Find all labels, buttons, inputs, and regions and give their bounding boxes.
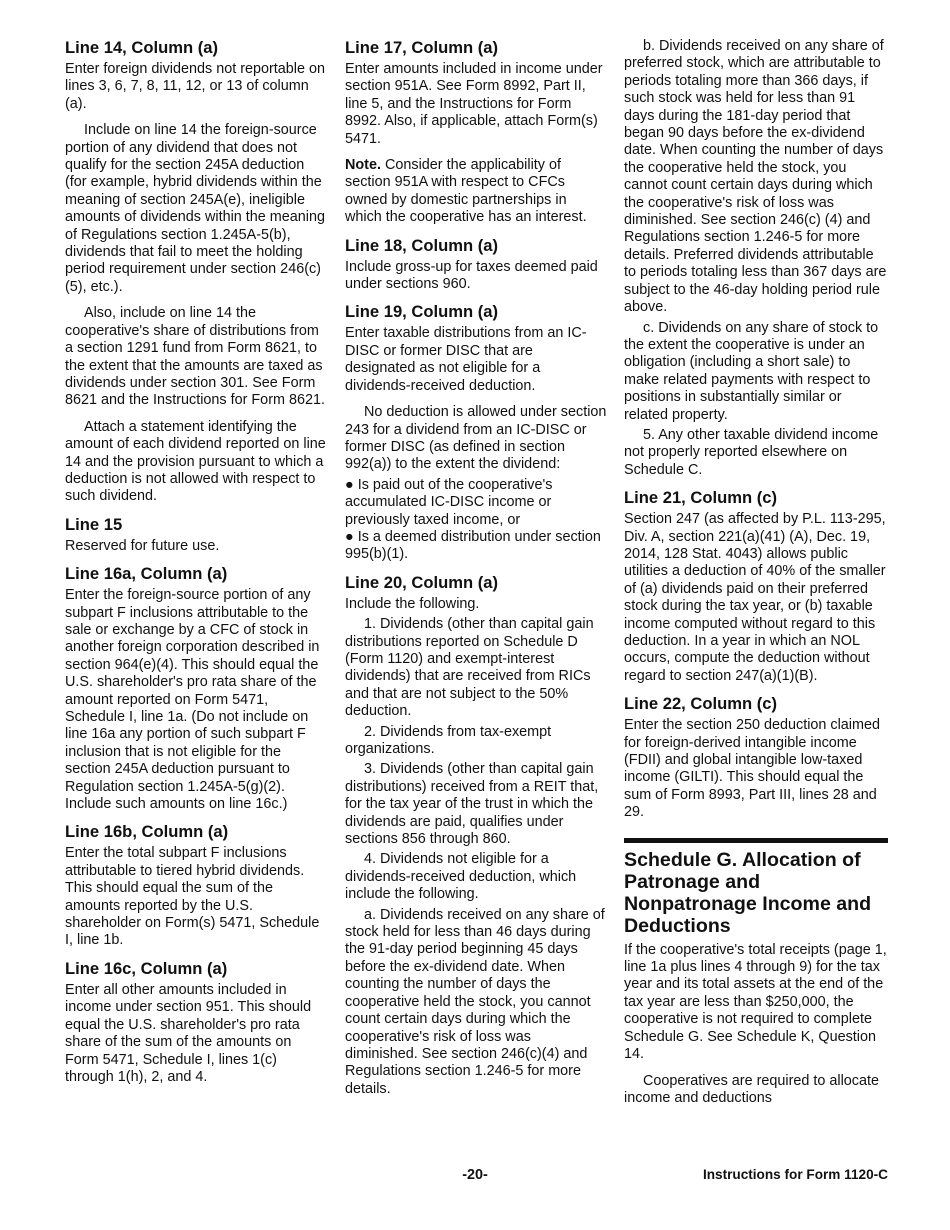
line-22-paragraph: Enter the section 250 deduction claimed for foreign-derived intangible income (FDII) and global intangible low-taxed income (GILTI). This should equal the sum of Form 8993, Part III, lines 28 and 29. bbox=[624, 717, 880, 821]
line-19-bullet-2-text: Is a deemed distribution under section 995(b)(1). bbox=[345, 528, 601, 563]
bullet-icon: ● bbox=[345, 476, 358, 493]
line-15-paragraph: Reserved for future use. bbox=[65, 537, 220, 554]
line-20-item-2: 2. Dividends from tax-exempt organizations. bbox=[345, 723, 552, 757]
line-16b-paragraph: Enter the total subpart F inclusions attributable to tiered hybrid dividends. This should equal the sum of the amounts reported by the U.S. shareholder on Form(s) 5471, Schedule I, line 1b. bbox=[65, 845, 320, 949]
line-20-item-4b: b. Dividends received on any share of preferred stock, which are attributable to periods totaling more than 366 days, if such stock was held for less than 91 days during the 181-day period that began 90 days before the ex-dividend date. When counting the number of days the cooperative held the stock, you cannot count certain days during which the cooperative's risk of loss was diminished. See section 246(c) (4) and Regulations section 1.246-5 for more details. Preferred dividends attributable to periods totaling less than 367 days are subject to the 46-day holding period rule above. bbox=[624, 38, 887, 316]
line-16c-paragraph: Enter all other amounts included in income under section 951. This should equal the U.S. shareholder's pro rata share of the sum of the amounts on Form 5471, Schedule I, lines 1(c) through 1(h), 2, and 4. bbox=[65, 981, 312, 1085]
line-22-heading: Line 22, Column (c) bbox=[624, 694, 778, 714]
line-20-heading: Line 20, Column (a) bbox=[345, 572, 499, 592]
form-title: Instructions for Form 1120-C bbox=[702, 1167, 888, 1182]
note-paragraph bbox=[345, 157, 607, 227]
line-20-item-4a: a. Dividends received on any share of stock held for less than 46 days during the 91-day period beginning 45 days before the ex-dividend date. When counting the number of days the cooperative held the stock, you cannot count certain days during which the cooperative's risk of loss was diminished. See section 246(c)(4) and Regulations section 1.246-5 for more details. bbox=[345, 906, 605, 1097]
line-20-intro: Include the following. bbox=[345, 595, 480, 612]
line-19-paragraph-2: No deduction is allowed under section 243 for a dividend from an IC-DISC or former DISC (as defined in section 992(a)) to the extent the dividend: bbox=[345, 404, 607, 473]
line-16c-heading: Line 16c, Column (a) bbox=[65, 958, 228, 978]
line-20-item-5: 5. Any other taxable dividend income not properly reported elsewhere on Schedule C. bbox=[624, 426, 879, 478]
line-14-paragraph-3: Also, include on line 14 the cooperative's share of distributions from a section 1291 fund from Form 8621, to the extent that the amounts are taxed as dividends under section 301. See Form 8621 and the Instructions for Form 8621. bbox=[65, 305, 325, 409]
line-14-paragraph-4: Attach a statement identifying the amount of each dividend reported on line 14 and the provision pursuant to which a deduction is not allowed with respect to such dividend. bbox=[65, 418, 326, 505]
line-18-paragraph: Include gross-up for taxes deemed paid under sections 960. bbox=[345, 258, 598, 293]
line-19-heading: Line 19, Column (a) bbox=[345, 302, 499, 322]
line-21-heading: Line 21, Column (c) bbox=[624, 488, 778, 508]
column-1 bbox=[65, 38, 327, 1095]
note-text: Consider the applicability of section 951A with respect to CFCs owned by domestic partnerships in which the cooperative has an interest. bbox=[345, 157, 587, 226]
line-20-item-4: 4. Dividends not eligible for a dividends-received deduction, which include the following. bbox=[345, 851, 577, 903]
page-number: -20- bbox=[462, 1167, 488, 1183]
line-17-heading: Line 17, Column (a) bbox=[345, 38, 499, 57]
line-14-heading: Line 14, Column (a) bbox=[65, 38, 219, 57]
line-16a-heading: Line 16a, Column (a) bbox=[65, 564, 228, 584]
line-16a-paragraph: Enter the foreign-source portion of any subpart F inclusions attributable to the sale or exchange by a CFC of stock in another foreign corporation described in section 964(e)(4). This should equal the U.S. shareholder's pro rata share of the amount reported on Form 5471, Schedule I, line 1a. (Do not include on line 16a any portion of such subpart F inclusion that is not eligible for the section 245A deduction pursuant to Regulation section 1.245A-5(g)(2). Include such amounts on line 16c.) bbox=[65, 587, 320, 813]
line-14-paragraph-1: Enter foreign dividends not reportable on lines 3, 6, 7, 8, 11, 12, or 13 of column (a). bbox=[65, 61, 326, 112]
line-19-paragraph-1: Enter taxable distributions from an IC-DISC or former DISC that are designated as not eligible for a dividends-received deduction. bbox=[345, 325, 587, 394]
schedule-g-heading: Schedule G. Allocation of Patronage and Nonpatronage Income and Deductions bbox=[624, 848, 872, 937]
line-19-bullet-1 bbox=[345, 477, 607, 529]
line-19-bullet-1-text: Is paid out of the cooperative's accumulated IC-DISC income or previously taxed income, or bbox=[345, 476, 553, 528]
schedule-g-paragraph-1: If the cooperative's total receipts (page 1, line 1a plus lines 4 through 9) for the tax year and its total assets at the end of the tax year are less than $250,000, the cooperative is not required to complete Schedule G. See Schedule K, Question 14. bbox=[624, 941, 887, 1063]
line-18-heading: Line 18, Column (a) bbox=[345, 235, 499, 255]
line-17-paragraph: Enter amounts included in income under section 951A. See Form 8992, Part II, line 5, and the Instructions for Form 8992. Also, if applicable, attach Form(s) 5471. bbox=[345, 61, 603, 147]
line-20-item-3: 3. Dividends (other than capital gain distributions) received from a REIT that, for the tax year of the trust in which the dividends are paid, qualifies under sections 856 through 860. bbox=[345, 761, 599, 848]
bullet-icon: ● bbox=[345, 528, 358, 545]
column-2 bbox=[345, 38, 607, 1101]
line-20-item-1: 1. Dividends (other than capital gain distributions reported on Schedule D (Form 1120) and exempt-interest dividends) that are received from RICs and that are not subject to the 50% deduction. bbox=[345, 616, 594, 720]
line-16b-heading: Line 16b, Column (a) bbox=[65, 822, 229, 842]
section-divider bbox=[624, 838, 888, 843]
line-20-item-4c: c. Dividends on any share of stock to the extent the cooperative is under an obligation (including a short sale) to make related payments with respect to positions in substantially similar or related property. bbox=[624, 319, 879, 423]
line-14-paragraph-2: Include on line 14 the foreign-source portion of any dividend that does not qualify for the section 245A deduction (for example, hybrid dividends within the meaning of section 245A(e), ineligible amounts of dividends within the meaning of Regulations section 1.245A-5(b), dividends that fail to meet the holding period requirement under section 246(c) (5), etc.). bbox=[65, 122, 325, 295]
note-label: Note. bbox=[345, 157, 381, 174]
line-21-paragraph: Section 247 (as affected by P.L. 113-295, Div. A, section 221(a)(41) (A), Dec. 19, 2014, 128 Stat. 4043) allows public utilities a deduction of 40% of the smaller of (a) dividends paid on their preferred stock during the tax year, or (b) taxable income computed without regard to this deduction. In a year in which an NOL occurs, compute the deduction without regard to section 247(a)(1)(B). bbox=[624, 511, 886, 684]
column-3 bbox=[624, 38, 888, 1116]
schedule-g-paragraph-2: Cooperatives are required to allocate income and deductions bbox=[624, 1072, 879, 1106]
line-15-heading: Line 15 bbox=[65, 514, 123, 534]
line-19-bullet-2 bbox=[345, 529, 607, 564]
